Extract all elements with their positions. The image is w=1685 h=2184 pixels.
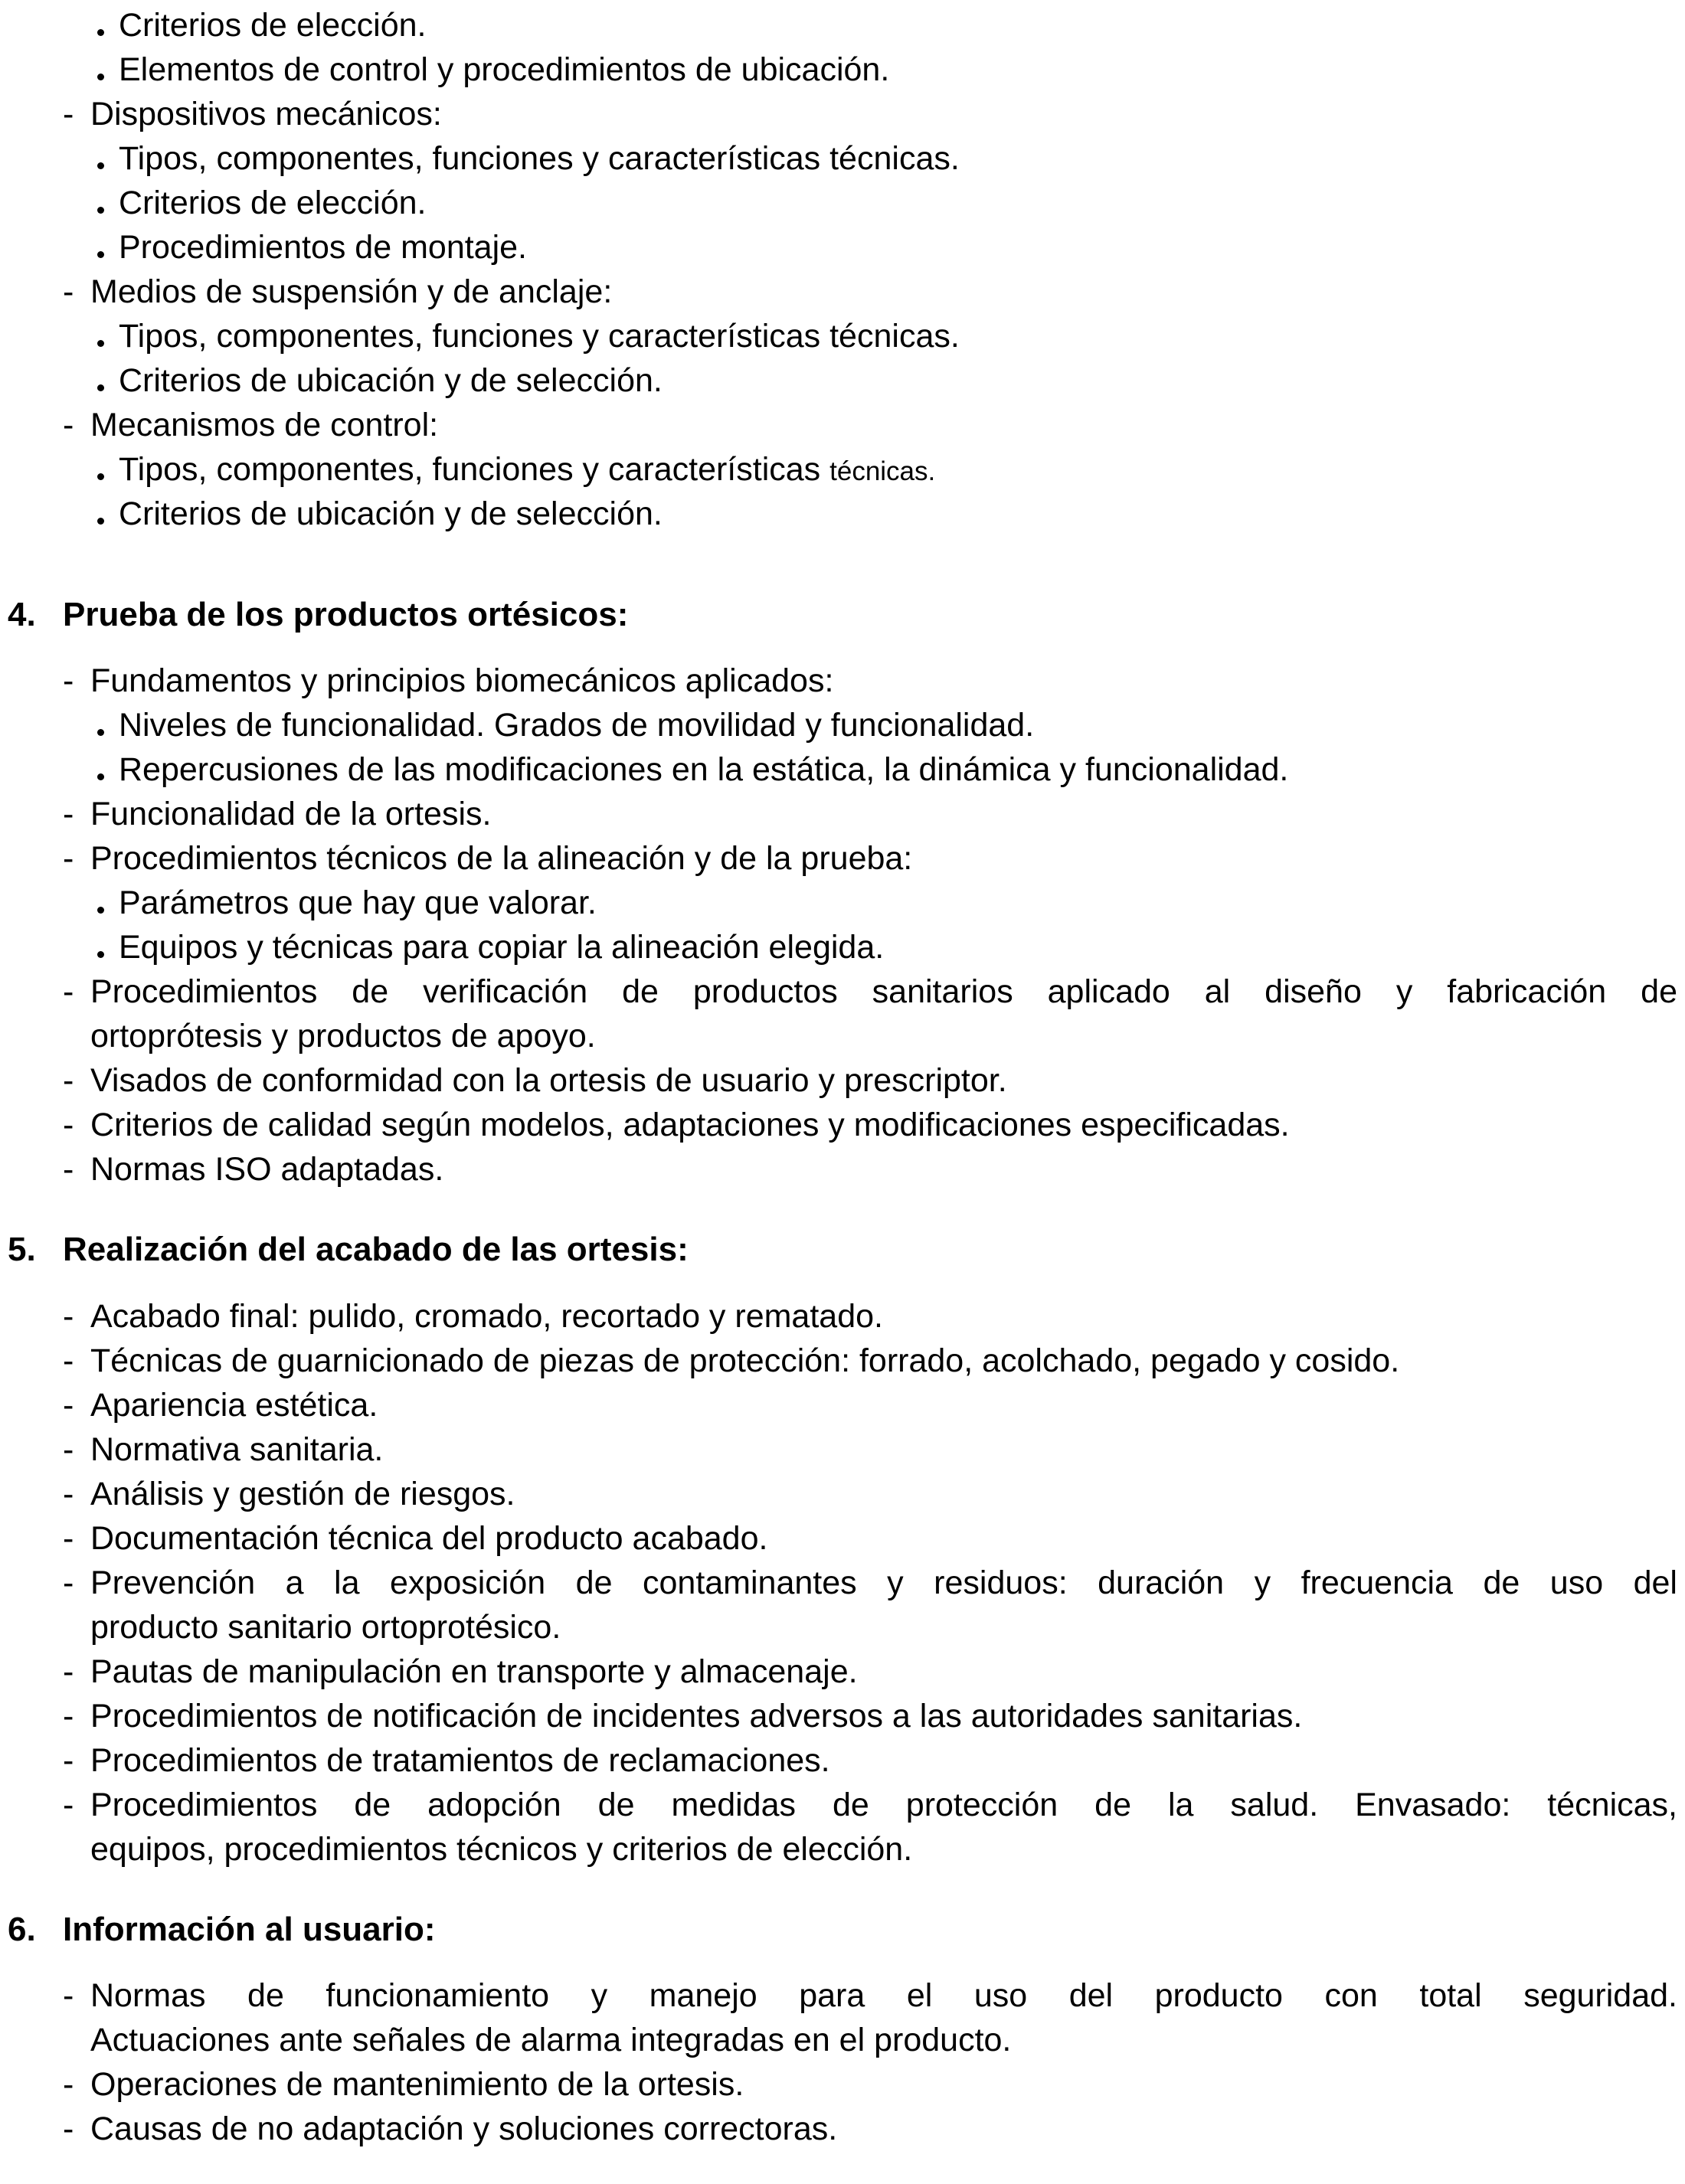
list-item: Acabado final: pulido, cromado, recortado y rematado. [90, 1298, 883, 1335]
list-item-text-small: técnicas. [829, 456, 936, 486]
dash-marker: - [63, 2066, 74, 2103]
list-item: Funcionalidad de la ortesis. [90, 796, 492, 832]
list-item: Criterios de elección. [119, 7, 427, 44]
dash-marker: - [63, 1698, 74, 1734]
list-item: Parámetros que hay que valorar. [119, 884, 597, 921]
section-title: Prueba de los productos ortésicos: [63, 596, 629, 633]
list-item: Dispositivos mecánicos: [90, 96, 442, 132]
list-item: Fundamentos y principios biomecánicos aplicados: [90, 662, 834, 699]
list-item: Procedimientos técnicos de la alineación y de la prueba: [90, 840, 913, 877]
list-item: Criterios de elección. [119, 185, 427, 221]
list-item: Causas de no adaptación y soluciones correctoras. [90, 2110, 838, 2147]
bullet-icon [97, 74, 104, 80]
list-item: Apariencia estética. [90, 1387, 378, 1424]
list-item: Operaciones de mantenimiento de la ortesis. [90, 2066, 744, 2103]
dash-marker: - [63, 1151, 74, 1188]
bullet-icon [97, 907, 104, 914]
list-item: Normas de funcionamiento y manejo para el uso del producto con total seguridad. [90, 1977, 1677, 2014]
list-item: Visados de conformidad con la ortesis de usuario y prescriptor. [90, 1062, 1007, 1099]
section-title: Realización del acabado de las ortesis: [63, 1231, 689, 1268]
dash-marker: - [63, 2110, 74, 2147]
list-item: Mecanismos de control: [90, 407, 439, 443]
list-item: Procedimientos de montaje. [119, 229, 528, 266]
list-item: Criterios de ubicación y de selección. [119, 362, 663, 399]
bullet-icon [97, 473, 104, 480]
list-item: Técnicas de guarnicionado de piezas de protección: forrado, acolchado, pegado y cosido. [90, 1342, 1400, 1379]
list-item: Procedimientos de adopción de medidas de protección de la salud. Envasado: técnicas, [90, 1787, 1677, 1823]
bullet-icon [97, 518, 104, 525]
dash-marker: - [63, 1107, 74, 1143]
section-number: 5. [8, 1231, 36, 1268]
dash-marker: - [63, 1431, 74, 1468]
bullet-icon [97, 207, 104, 214]
list-item: Niveles de funcionalidad. Grados de movilidad y funcionalidad. [119, 707, 1035, 744]
dash-marker: - [63, 1564, 74, 1601]
list-item: Procedimientos de verificación de productos sanitarios aplicado al diseño y fabricación de [90, 973, 1677, 1010]
dash-marker: - [63, 1977, 74, 2014]
list-item: Tipos, componentes, funciones y características técnicas. [119, 318, 960, 355]
list-item: Repercusiones de las modificaciones en la estática, la dinámica y funcionalidad. [119, 751, 1289, 788]
dash-marker: - [63, 840, 74, 877]
bullet-icon [97, 340, 104, 347]
list-item: Tipos, componentes, funciones y características técnicas. [119, 140, 960, 177]
dash-marker: - [63, 1342, 74, 1379]
bullet-icon [97, 162, 104, 169]
dash-marker: - [63, 1653, 74, 1690]
dash-marker: - [63, 1062, 74, 1099]
section-number: 4. [8, 596, 36, 633]
dash-marker: - [63, 1298, 74, 1335]
dash-marker: - [63, 273, 74, 310]
dash-marker: - [63, 796, 74, 832]
list-item: Medios de suspensión y de anclaje: [90, 273, 613, 310]
list-item: Pautas de manipulación en transporte y almacenaje. [90, 1653, 858, 1690]
bullet-icon [97, 251, 104, 258]
dash-marker: - [63, 1787, 74, 1823]
list-item: Normativa sanitaria. [90, 1431, 384, 1468]
section-title: Información al usuario: [63, 1911, 436, 1948]
dash-marker: - [63, 1387, 74, 1424]
bullet-icon [97, 773, 104, 780]
list-item-continuation: Actuaciones ante señales de alarma integradas en el producto. [90, 2022, 1012, 2058]
list-item: Procedimientos de notificación de incidentes adversos a las autoridades sanitarias. [90, 1698, 1303, 1734]
list-item: Prevención a la exposición de contaminantes y residuos: duración y frecuencia de uso del [90, 1564, 1677, 1601]
dash-marker: - [63, 1742, 74, 1779]
list-item: Equipos y técnicas para copiar la alineación elegida. [119, 929, 885, 966]
bullet-icon [97, 29, 104, 36]
bullet-icon [97, 951, 104, 958]
list-item: Documentación técnica del producto acabado. [90, 1520, 768, 1557]
list-item-text: Tipos, componentes, funciones y características [119, 451, 830, 488]
dash-marker: - [63, 96, 74, 132]
bullet-icon [97, 729, 104, 736]
list-item-continuation: producto sanitario ortoprotésico. [90, 1609, 561, 1646]
list-item: Elementos de control y procedimientos de ubicación. [119, 51, 890, 88]
dash-marker: - [63, 1476, 74, 1512]
list-item [119, 447, 935, 494]
list-item: Análisis y gestión de riesgos. [90, 1476, 515, 1512]
dash-marker: - [63, 662, 74, 699]
list-item: Criterios de calidad según modelos, adaptaciones y modificaciones especificadas. [90, 1107, 1290, 1143]
list-item-continuation: ortoprótesis y productos de apoyo. [90, 1018, 596, 1054]
dash-marker: - [63, 1520, 74, 1557]
list-item: Normas ISO adaptadas. [90, 1151, 444, 1188]
list-item: Procedimientos de tratamientos de reclamaciones. [90, 1742, 830, 1779]
section-number: 6. [8, 1911, 36, 1948]
list-item: Criterios de ubicación y de selección. [119, 495, 663, 532]
dash-marker: - [63, 973, 74, 1010]
dash-marker: - [63, 407, 74, 443]
list-item-continuation: equipos, procedimientos técnicos y criterios de elección. [90, 1831, 913, 1868]
bullet-icon [97, 384, 104, 391]
